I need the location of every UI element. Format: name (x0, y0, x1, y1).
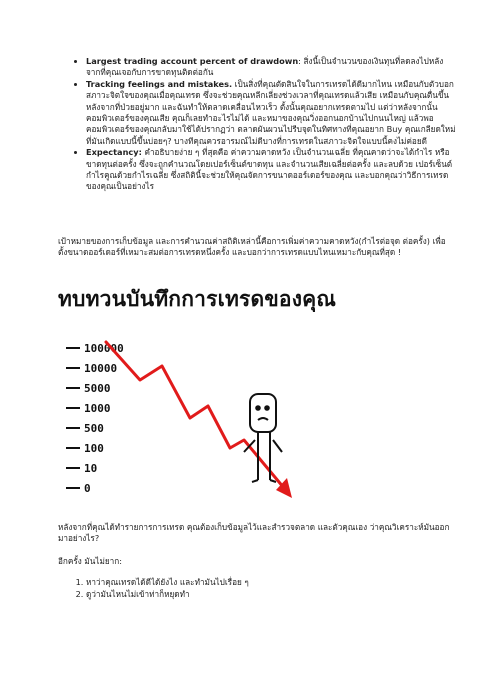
bullet-term: Tracking feelings and mistakes. (86, 78, 233, 89)
bullet-item (86, 147, 456, 193)
drawdown-illustration (58, 330, 308, 510)
bullet-item (86, 79, 456, 147)
bullet-list (58, 56, 456, 193)
section-heading: ทบทวนบันทึกการเทรดของคุณ (58, 287, 337, 311)
after-chart-paragraph: หลังจากที่คุณได้ทำรายการการเทรด คุณต้องเก็บข้อมูลไว้และสำรวจตลาด และตัวคุณเอง ว่าคุณวิเคราะห์มันออกมาอย่างไร? (58, 522, 450, 544)
level-label: 100 (84, 442, 104, 455)
level-label: 0 (84, 482, 91, 495)
numbered-item: 1. หาว่าคุณเทรดได้ดีได้ยังไง และทำมันไปเรื่อย ๆ (86, 576, 249, 588)
bullet-item (86, 56, 456, 79)
level-labels (66, 342, 124, 495)
level-label: 10000 (84, 362, 118, 375)
bullet-term: Expectancy: (86, 147, 142, 158)
again-paragraph: อีกครั้ง มันไม่ยาก: (58, 556, 122, 566)
level-label: 100000 (84, 342, 124, 355)
bullet-text: เป็นสิ่งที่คุณตัดสินใจในการเทรดได้ดีมากไหน เหมือนกับตัวบอกสภาวะจิตใจของคุณเมื่อคุณเทรด ซึ่งจะช่วยคุณหลีกเลี่ยงช่วงเวลาที่คุณเทรดแล้วเสีย เหมือนกับคุณตื่นขึ้นหลังจากที่ป่วยอยู่มาก และฉันทำให้ตลาดเคลื่อนไหวเร็ว ตั้งนั้นคุณอยากเทรดตามไป แต่ว่าหลังจากนั้นคอมพิวเตอร์ของคุณเสีย คุณก็เลยทำอะไรไม่ได้ และหมาของคุณวิ่งออกนอกบ้านไปกนนไหญ่ แล้วพอคอมพิวเตอร์ของคุณกลับมาใช้ได้ปรากฏว่า ตลาดผันผวนไปรีบจุดในทิศทางที่คุณอยาก Buy คุณเกลียดใหม่ ที่มันเกิดแบบนี้ขึ้นบ่อยๆ? บางทีคุณควรอารมณ์ไม่ดีบางที่การเทรดในสภาวะจิตใจแบบนี้คงไม่ค่อยดี (86, 78, 456, 146)
bullet-term: Largest trading account percent of drawdown (86, 56, 299, 66)
bullet-text: : สิ่งนี้เป็นจำนวนของเงินทุนที่ลดลงไปหลังจากที่คุณเจอกับการขาดทุนติดต่อกัน (86, 56, 444, 78)
numbered-list (58, 576, 249, 600)
goal-paragraph: เป้าหมายของการเก็บข้อมูล และการคำนวณค่าสถิติเหล่านี้คือการเพิ่มค่าความคาดหวัง(กำไรต่อจุด ต่อครั้ง) เพื่อตั้งขนาดออร์เดอร์ที่เหมาะสมต่อการเทรดหนึ่งครั้ง และบอกว่าการเทรดแบบไหนเหมาะกับคุณที่สุด ! (58, 236, 446, 258)
level-label: 10 (84, 462, 98, 475)
bullet-text: คำอธิบายง่าย ๆ ที่สุดคือ ค่าความคาดหวัง เป็นจำนวนเฉลี่ย ที่คุณคาดว่าจะได้กำไร หรือ ขาดทุนต่อครั้ง ซึ่งจะถูกคำนวณโดยเปอร์เซ็นต์ขาดทุน และจำนวนเสียเฉลี่ยต่อครั้ง และลบด้วย เปอร์เซ็นต์กำไรคูณด้วยกำไรเฉลี่ย ซึ่งสถิตินี้จะช่วยให้คุณจัดการขนาดออร์เดอร์ของคุณ และบอกคุณว่าวิธีการเทรดของคุณเป็นอย่างไร (86, 147, 453, 192)
level-label: 500 (84, 422, 104, 435)
level-label: 5000 (84, 382, 111, 395)
numbered-item: 2. ดูว่ามันไหนไม่เข้าท่าก็หยุดทำ (86, 588, 249, 600)
level-label: 1000 (84, 402, 111, 415)
stick-figure (244, 394, 282, 482)
